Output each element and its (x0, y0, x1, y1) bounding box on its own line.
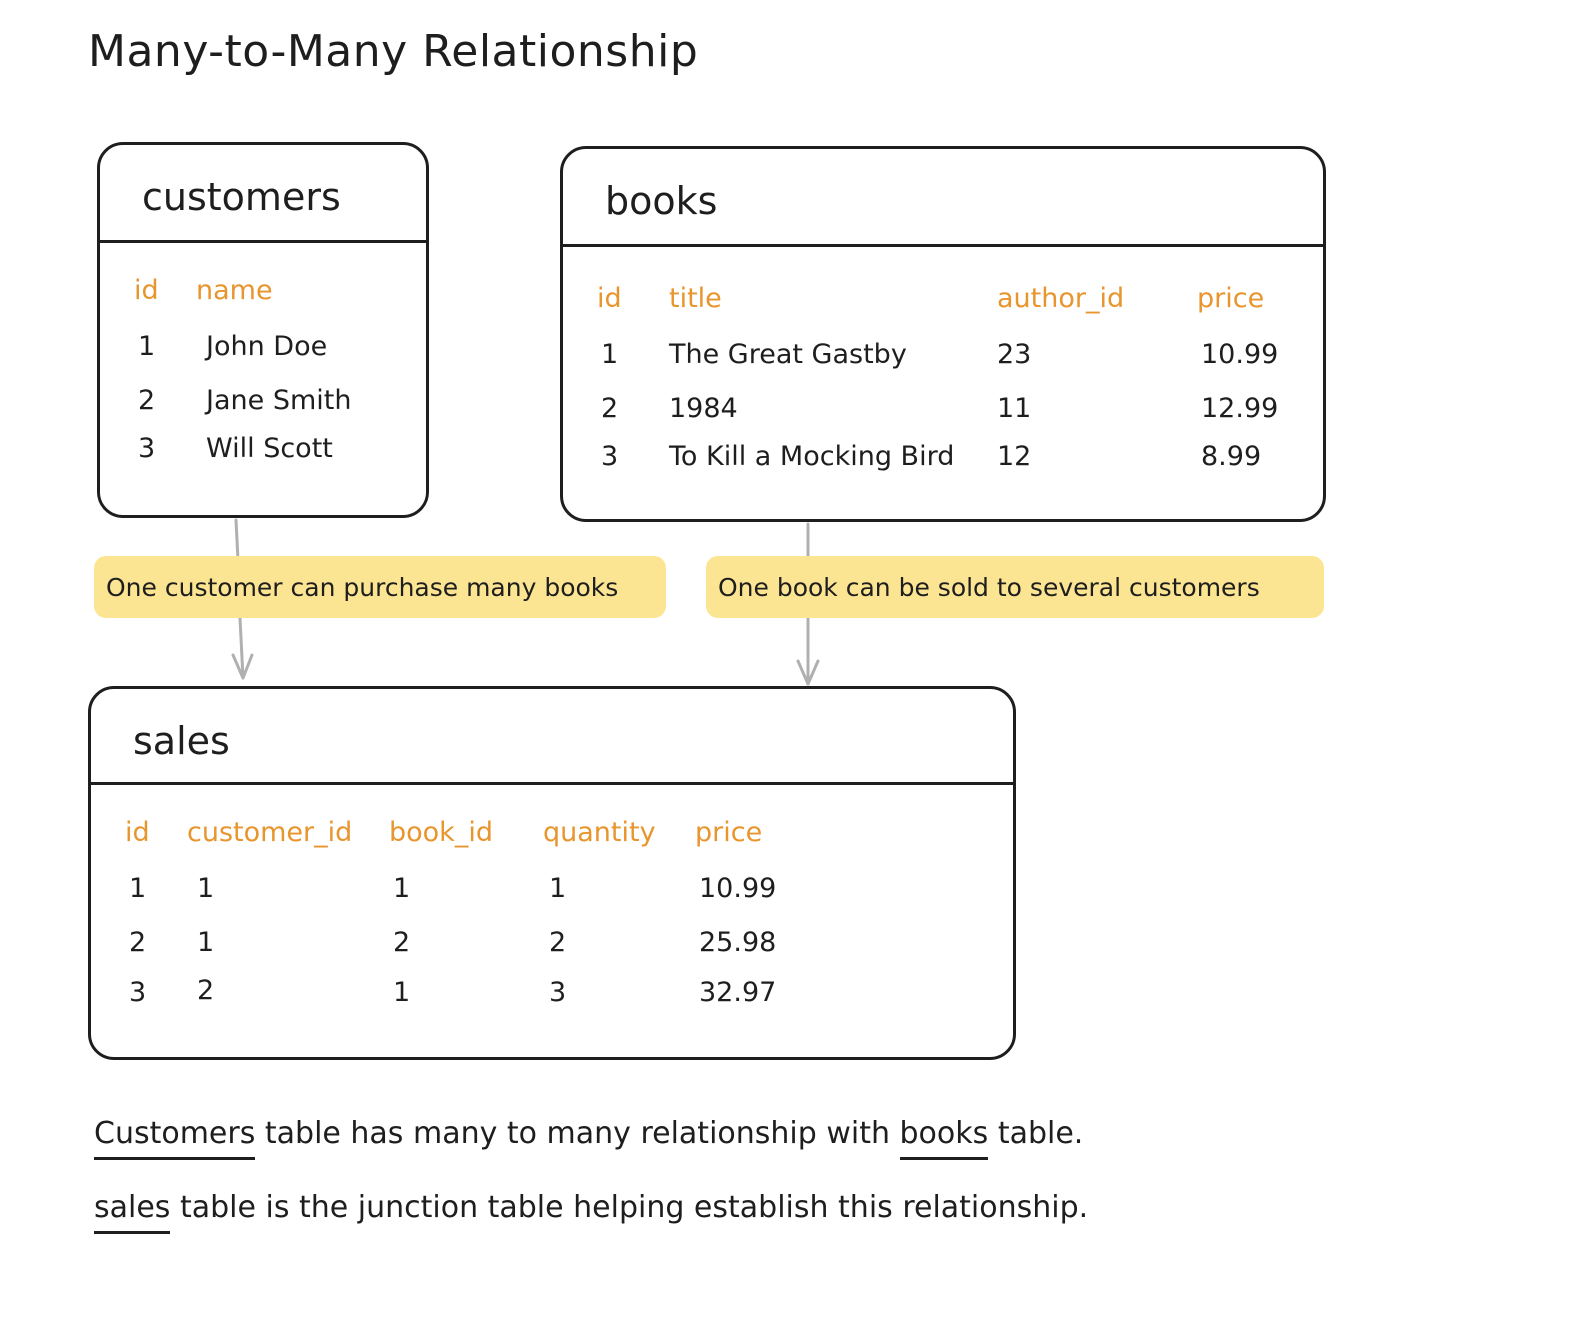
sales-table (88, 686, 1016, 1060)
sales-row-3-id: 3 (129, 977, 147, 1008)
customers-row-1-name: John Doe (206, 331, 328, 362)
books-row-3-title: To Kill a Mocking Bird (669, 441, 955, 472)
sales-row-2-customer-id: 1 (197, 927, 215, 958)
customers-table (97, 142, 429, 518)
footer-line-2 (94, 1190, 1088, 1234)
footer-line-1-middle: table has many to many relationship with (255, 1116, 900, 1151)
books-row-3-id: 3 (601, 441, 619, 472)
books-row-3-price: 8.99 (1201, 441, 1262, 472)
customers-col-id: id (134, 275, 159, 306)
sales-col-quantity: quantity (543, 817, 656, 848)
books-underlined-word: books (900, 1116, 989, 1160)
books-col-price: price (1197, 283, 1265, 314)
books-col-id: id (597, 283, 622, 314)
sales-row-1-book-id: 1 (393, 873, 411, 904)
customers-row-3-id: 3 (138, 433, 156, 464)
sales-table-name: sales (133, 719, 230, 763)
customers-underlined-word: Customers (94, 1116, 255, 1160)
book-relationship-note: One book can be sold to several customers (706, 556, 1324, 618)
sales-row-1-customer-id: 1 (197, 873, 215, 904)
sales-row-3-price: 32.97 (699, 977, 777, 1008)
books-row-2-title: 1984 (669, 393, 738, 424)
books-row-2-id: 2 (601, 393, 619, 424)
sales-row-2-id: 2 (129, 927, 147, 958)
customers-row-2-name: Jane Smith (206, 385, 352, 416)
sales-row-1-quantity: 1 (549, 873, 567, 904)
sales-col-book-id: book_id (389, 817, 493, 848)
books-row-3-author-id: 12 (997, 441, 1032, 472)
books-row-2-author-id: 11 (997, 393, 1032, 424)
sales-col-id: id (125, 817, 150, 848)
sales-row-2-book-id: 2 (393, 927, 411, 958)
books-row-1-price: 10.99 (1201, 339, 1279, 370)
books-col-title: title (669, 283, 722, 314)
sales-row-3-book-id: 1 (393, 977, 411, 1008)
customers-row-2-id: 2 (138, 385, 156, 416)
books-col-author-id: author_id (997, 283, 1125, 314)
books-table-name: books (605, 179, 718, 223)
sales-underlined-word: sales (94, 1190, 170, 1234)
footer-line-1-end: table. (988, 1116, 1084, 1151)
customers-table-header (100, 145, 426, 243)
books-table (560, 146, 1326, 522)
sales-row-3-customer-id: 2 (197, 975, 215, 1006)
footer-line-1 (94, 1116, 1083, 1160)
customers-row-1-id: 1 (138, 331, 156, 362)
books-row-1-author-id: 23 (997, 339, 1032, 370)
books-row-2-price: 12.99 (1201, 393, 1279, 424)
books-row-1-id: 1 (601, 339, 619, 370)
sales-col-price: price (695, 817, 763, 848)
books-table-header (563, 149, 1323, 247)
sales-row-1-price: 10.99 (699, 873, 777, 904)
sales-row-3-quantity: 3 (549, 977, 567, 1008)
sales-row-1-id: 1 (129, 873, 147, 904)
sales-row-2-quantity: 2 (549, 927, 567, 958)
customers-row-3-name: Will Scott (206, 433, 333, 464)
customers-table-name: customers (142, 175, 341, 219)
sales-table-header (91, 689, 1013, 785)
sales-row-2-price: 25.98 (699, 927, 777, 958)
diagram-title: Many-to-Many Relationship (88, 26, 699, 77)
footer-line-2-rest: table is the junction table helping establish this relationship. (170, 1190, 1089, 1225)
sales-col-customer-id: customer_id (187, 817, 353, 848)
books-row-1-title: The Great Gastby (669, 339, 907, 370)
customer-relationship-note: One customer can purchase many books (94, 556, 666, 618)
customers-col-name: name (196, 275, 273, 306)
